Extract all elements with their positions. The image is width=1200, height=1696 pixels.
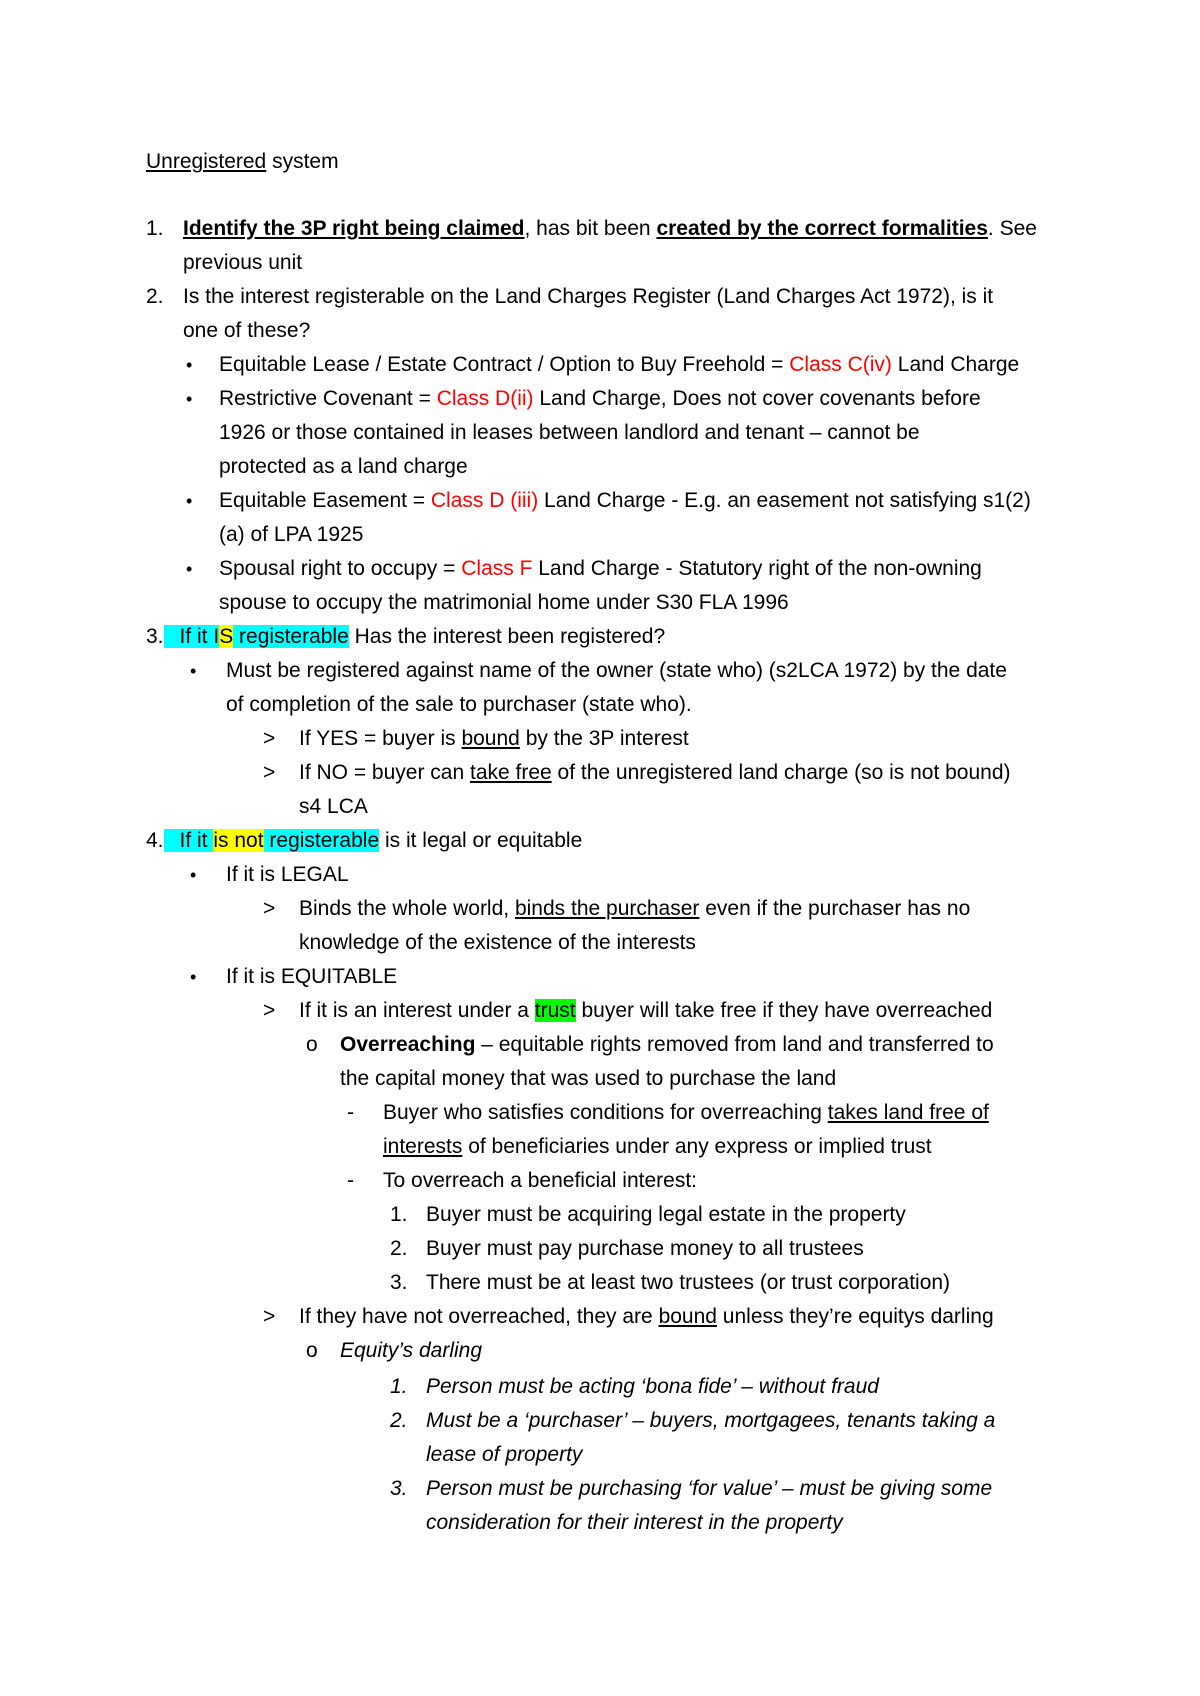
text: Restrictive Covenant = <box>219 387 437 410</box>
item1-identify: Identify the 3P right being claimed <box>183 217 525 240</box>
bold-term: Overreaching <box>340 1033 476 1056</box>
list-number-2: 2. <box>146 285 164 308</box>
highlight-cyan: registerable <box>233 625 349 648</box>
item2-bullet4 <box>219 556 982 582</box>
class-label: Class C(iv) <box>789 353 892 376</box>
item3-no-line2: s4 LCA <box>299 795 368 818</box>
text: buyer will take free if they have overreached <box>575 999 993 1022</box>
item4-legal-sub <box>299 896 970 922</box>
underlined: binds the purchaser <box>514 897 700 920</box>
item3-no <box>299 760 1011 786</box>
text: Land Charge, Does not cover covenants before <box>533 387 981 410</box>
text: Land Charge <box>891 353 1020 376</box>
item1-text: , has bit been <box>524 217 657 240</box>
text: Buyer who satisfies conditions for overreaching <box>383 1101 828 1124</box>
circle-bullet-icon: o <box>306 1033 318 1056</box>
text: Spousal right to occupy = <box>219 557 462 580</box>
highlight-cyan: If it <box>164 829 214 852</box>
list-number-3: 3. <box>146 625 164 648</box>
item2-bullet3 <box>219 488 1031 514</box>
bullet-icon: • <box>190 661 197 681</box>
text: of beneficiaries under any express or implied trust <box>462 1135 932 1158</box>
text: unless they’re equitys darling <box>716 1305 994 1328</box>
item1-line2: previous unit <box>183 251 303 274</box>
list-number: 2. <box>390 1409 408 1432</box>
highlight-cyan: registerable <box>263 829 380 852</box>
darling-item: Person must be acting ‘bona fide’ – without fraud <box>426 1375 879 1398</box>
text: is it legal or equitable <box>379 829 583 852</box>
condition-item: Buyer must pay purchase money to all trustees <box>426 1237 864 1260</box>
item1-see: . See <box>987 217 1037 240</box>
item3-heading <box>146 624 665 650</box>
darling-item-line2: consideration for their interest in the property <box>426 1511 843 1534</box>
list-number-1: 1. <box>146 217 164 240</box>
bullet-icon: • <box>190 967 197 987</box>
title-rest: system <box>266 150 339 173</box>
item4-legal-sub-line2: knowledge of the existence of the interests <box>299 931 696 954</box>
item1-line1 <box>183 216 1037 242</box>
item4-trust <box>299 998 992 1024</box>
list-number: 1. <box>390 1375 408 1398</box>
bullet-icon: • <box>186 389 193 409</box>
text: Has the interest been registered? <box>348 625 666 648</box>
bullet-icon: • <box>186 491 193 511</box>
dash-icon: - <box>347 1101 354 1124</box>
page-title <box>146 149 339 175</box>
item2-line1: Is the interest registerable on the Land Charges Register (Land Charges Act 1972), is it <box>183 285 994 308</box>
item2-bullet3-line2: (a) of LPA 1925 <box>219 523 364 546</box>
highlight-cyan: If it I <box>164 625 220 648</box>
item4-overreaching-line2: the capital money that was used to purchase the land <box>340 1067 837 1090</box>
class-label: Class D(ii) <box>436 387 534 410</box>
dash-icon: - <box>347 1169 354 1192</box>
text: – equitable rights removed from land and transferred to <box>475 1033 994 1056</box>
text: even if the purchaser has no <box>699 897 971 920</box>
circle-bullet-icon: o <box>306 1339 318 1362</box>
highlight-yellow: S <box>219 625 234 648</box>
text: Equitable Easement = <box>219 489 431 512</box>
underlined: interests <box>383 1135 463 1158</box>
text: by the 3P interest <box>519 727 689 750</box>
underlined: bound <box>461 727 520 750</box>
class-label: Class F <box>461 557 533 580</box>
arrow-icon: > <box>263 897 276 920</box>
item2-bullet2 <box>219 386 981 412</box>
item1-formalities: created by the correct formalities <box>656 217 988 240</box>
text: If YES = buyer is <box>299 727 462 750</box>
arrow-icon: > <box>263 1305 276 1328</box>
text: of the unregistered land charge (so is not bound) <box>551 761 1011 784</box>
item3-bullet1-line2: of completion of the sale to purchaser (state who). <box>226 693 692 716</box>
item4-dash1 <box>383 1100 989 1126</box>
arrow-icon: > <box>263 727 276 750</box>
item4-legal: If it is LEGAL <box>226 863 349 886</box>
darling-item-line2: lease of property <box>426 1443 583 1466</box>
list-number: 1. <box>390 1203 408 1226</box>
darling-item: Must be a ‘purchaser’ – buyers, mortgagees, tenants taking a <box>426 1409 996 1432</box>
underlined: bound <box>658 1305 717 1328</box>
item4-overreaching <box>340 1032 994 1058</box>
text: Binds the whole world, <box>299 897 515 920</box>
item2-bullet2-line3: protected as a land charge <box>219 455 468 478</box>
arrow-icon: > <box>263 999 276 1022</box>
bullet-icon: • <box>190 865 197 885</box>
highlight-green: trust <box>534 999 576 1022</box>
equitys-darling-heading: Equity’s darling <box>340 1339 483 1362</box>
bullet-icon: • <box>186 355 193 375</box>
item2-bullet4-line2: spouse to occupy the matrimonial home under S30 FLA 1996 <box>219 591 789 614</box>
list-number: 2. <box>390 1237 408 1260</box>
condition-item: There must be at least two trustees (or trust corporation) <box>426 1271 951 1294</box>
item3-bullet1-line1: Must be registered against name of the owner (state who) (s2LCA 1972) by the date <box>226 659 1007 682</box>
item4-dash2: To overreach a beneficial interest: <box>383 1169 698 1192</box>
text: If it is an interest under a <box>299 999 535 1022</box>
item3-yes <box>299 726 689 752</box>
list-number: 3. <box>390 1477 408 1500</box>
title-underlined: Unregistered <box>146 150 267 173</box>
item4-not-overreached <box>299 1304 994 1330</box>
list-number: 3. <box>390 1271 408 1294</box>
item4-equitable: If it is EQUITABLE <box>226 965 398 988</box>
text: If NO = buyer can <box>299 761 470 784</box>
text: Equitable Lease / Estate Contract / Option to Buy Freehold = <box>219 353 790 376</box>
highlight-yellow: is not <box>213 829 264 852</box>
item2-bullet1 <box>219 352 1019 378</box>
list-number-4: 4. <box>146 829 164 852</box>
text: If they have not overreached, they are <box>299 1305 659 1328</box>
bullet-icon: • <box>186 559 193 579</box>
item4-dash1-line2 <box>383 1134 932 1160</box>
underlined: takes land free of <box>827 1101 989 1124</box>
underlined: take free <box>470 761 552 784</box>
condition-item: Buyer must be acquiring legal estate in the property <box>426 1203 906 1226</box>
class-label: Class D (iii) <box>430 489 539 512</box>
item2-line2: one of these? <box>183 319 311 342</box>
arrow-icon: > <box>263 761 276 784</box>
text: Land Charge - E.g. an easement not satisfying s1(2) <box>538 489 1031 512</box>
item4-heading <box>146 828 582 854</box>
item2-bullet2-line2: 1926 or those contained in leases between landlord and tenant – cannot be <box>219 421 920 444</box>
darling-item: Person must be purchasing ‘for value’ – must be giving some <box>426 1477 993 1500</box>
text: Land Charge - Statutory right of the non-owning <box>532 557 982 580</box>
